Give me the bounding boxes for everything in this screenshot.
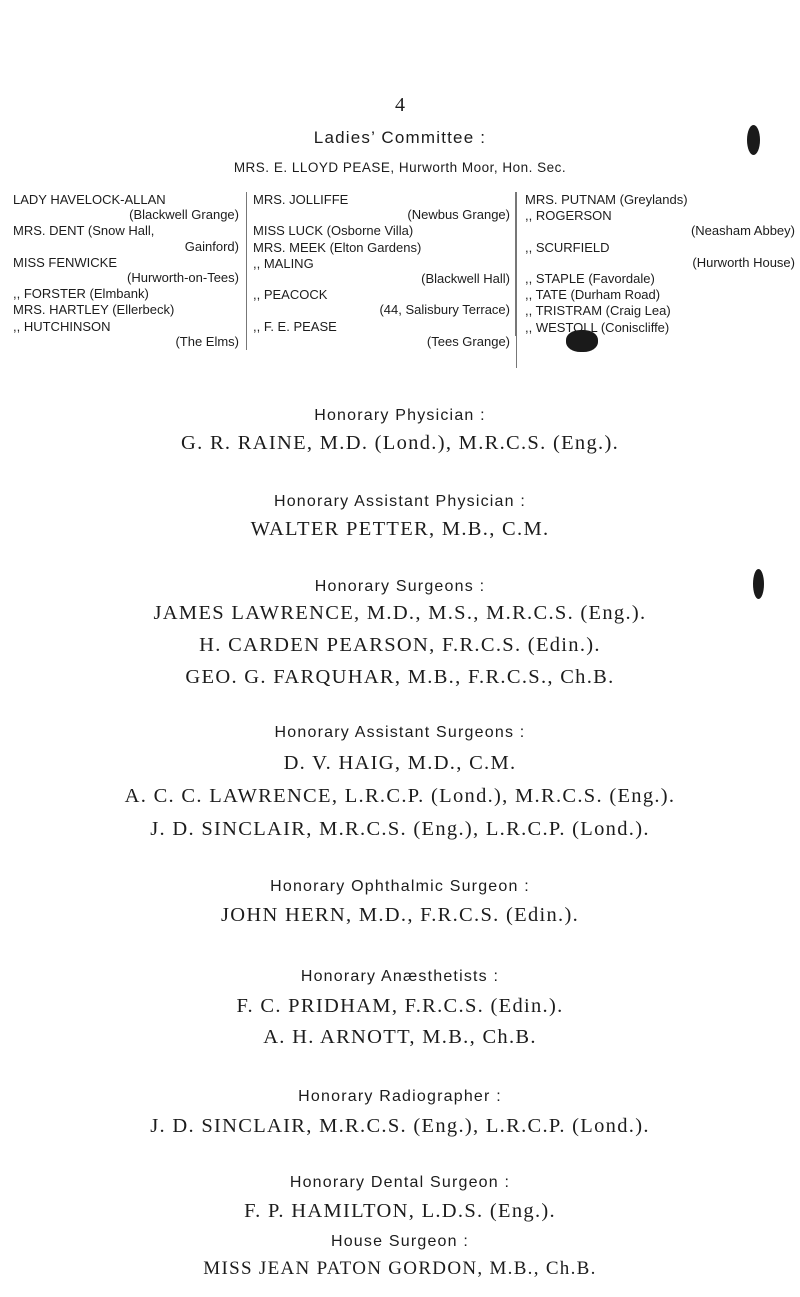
committee-member [525, 320, 795, 335]
assistant-physician-name: WALTER PETTER, M.B., C.M. [250, 518, 550, 540]
member-name: ,, WESTOLL (Coniscliffe) [525, 319, 670, 335]
committee-member [13, 286, 239, 301]
committee-member [13, 223, 239, 253]
member-address: (44, Salisbury Terrace) [379, 302, 510, 318]
committee-member [525, 208, 795, 238]
member-name: MRS. PUTNAM (Greylands) [525, 192, 688, 207]
member-name: MRS. JOLLIFFE [253, 192, 349, 207]
member-address: Gainford) [184, 238, 239, 254]
member-address: (Blackwell Hall) [421, 271, 510, 287]
committee-member [253, 240, 510, 255]
member-address: (Blackwell Grange) [129, 207, 239, 223]
ophthalmic-heading: Honorary Ophthalmic Surgeon : [270, 878, 530, 895]
member-name: ,, SCURFIELD [525, 239, 610, 255]
committee-member [13, 255, 239, 285]
assistant-physician-heading: Honorary Assistant Physician : [273, 493, 527, 510]
member-address: (Hurworth House) [692, 254, 795, 270]
hon-sec-line: MRS. E. LLOYD PEASE, Hurworth Moor, Hon. Sec. [233, 160, 567, 175]
committee-member [525, 271, 795, 286]
radiographer-name: J. D. SINCLAIR, M.R.C.S. (Eng.), L.R.C.P. (Lond.). [150, 1115, 650, 1137]
surgeon-name: H. CARDEN PEARSON, F.R.C.S. (Edin.). [199, 634, 601, 656]
member-name: ,, TATE (Durham Road) [525, 287, 661, 303]
member-address: (Neasham Abbey) [690, 223, 795, 239]
radiographer-heading: Honorary Radiographer : [298, 1088, 502, 1105]
member-name: MRS. MEEK (Elton Gardens) [253, 239, 422, 255]
physician-name: G. R. RAINE, M.D. (Lond.), M.R.C.S. (Eng.). [181, 432, 619, 454]
committee-member [525, 240, 795, 270]
anaesthetists-heading: Honorary Anæsthetists : [300, 968, 500, 985]
committee-member [13, 319, 239, 349]
committee-member [13, 192, 239, 222]
dental-name: F. P. HAMILTON, L.D.S. (Eng.). [244, 1200, 556, 1222]
member-address: (Newbus Grange) [407, 207, 510, 223]
member-name: MISS LUCK (Osborne Villa) [253, 223, 414, 239]
member-name: ,, PEACOCK [253, 287, 328, 303]
committee-member [525, 287, 795, 302]
committee-member [525, 192, 795, 207]
member-name: ,, MALING [253, 255, 314, 271]
ink-blot-icon [747, 125, 760, 155]
anaesthetist-name: A. H. ARNOTT, M.B., Ch.B. [263, 1026, 537, 1048]
committee-member [253, 223, 510, 238]
member-address: (Hurworth-on-Tees) [127, 270, 239, 286]
ophthalmic-name: JOHN HERN, M.D., F.R.C.S. (Edin.). [220, 904, 580, 926]
committee-member [525, 303, 795, 318]
member-name: ,, FORSTER (Elmbank) [13, 286, 149, 302]
committee-member [253, 192, 510, 222]
surgeons-heading: Honorary Surgeons : [314, 578, 486, 595]
assistant-surgeons-heading: Honorary Assistant Surgeons : [274, 724, 526, 741]
committee-member [13, 302, 239, 317]
physician-heading: Honorary Physician : [314, 407, 486, 424]
member-name: LADY HAVELOCK-ALLAN [13, 192, 166, 207]
member-name: ,, ROGERSON [525, 208, 612, 224]
surgeon-name: GEO. G. FARQUHAR, M.B., F.R.C.S., Ch.B. [185, 666, 615, 688]
member-address: (The Elms) [175, 333, 239, 349]
member-name: MRS. DENT (Snow Hall, [13, 223, 155, 239]
surgeon-name: JAMES LAWRENCE, M.D., M.S., M.R.C.S. (Eng.). [153, 602, 647, 624]
member-address: (Tees Grange) [426, 333, 510, 349]
committee-member [253, 287, 510, 317]
committee-member [253, 256, 510, 286]
assistant-surgeon-name: J. D. SINCLAIR, M.R.C.S. (Eng.), L.R.C.P. (Lond.). [150, 818, 650, 840]
committee-column-1 [13, 192, 239, 350]
committee-column-3 [515, 192, 795, 336]
page-number: 4 [395, 94, 405, 116]
member-name: MISS FENWICKE [13, 254, 118, 270]
committee-heading: Ladies’ Committee : [313, 128, 487, 147]
committee-member [253, 319, 510, 349]
member-name: MRS. HARTLEY (Ellerbeck) [13, 302, 175, 318]
assistant-surgeon-name: D. V. HAIG, M.D., C.M. [283, 752, 517, 774]
member-name: ,, HUTCHINSON [13, 318, 111, 334]
house-surgeon-name: MISS JEAN PATON GORDON, M.B., Ch.B. [203, 1258, 597, 1279]
assistant-surgeon-name: A. C. C. LAWRENCE, L.R.C.P. (Lond.), M.R.C.S. (Eng.). [124, 785, 676, 807]
member-name: ,, TRISTRAM (Craig Lea) [525, 303, 671, 319]
member-name: ,, STAPLE (Favordale) [525, 271, 655, 287]
house-surgeon-heading: House Surgeon : [330, 1233, 470, 1250]
committee-column-2 [246, 192, 510, 350]
member-name: ,, F. E. PEASE [253, 318, 337, 334]
anaesthetist-name: F. C. PRIDHAM, F.R.C.S. (Edin.). [236, 995, 564, 1017]
dental-heading: Honorary Dental Surgeon : [289, 1174, 511, 1191]
